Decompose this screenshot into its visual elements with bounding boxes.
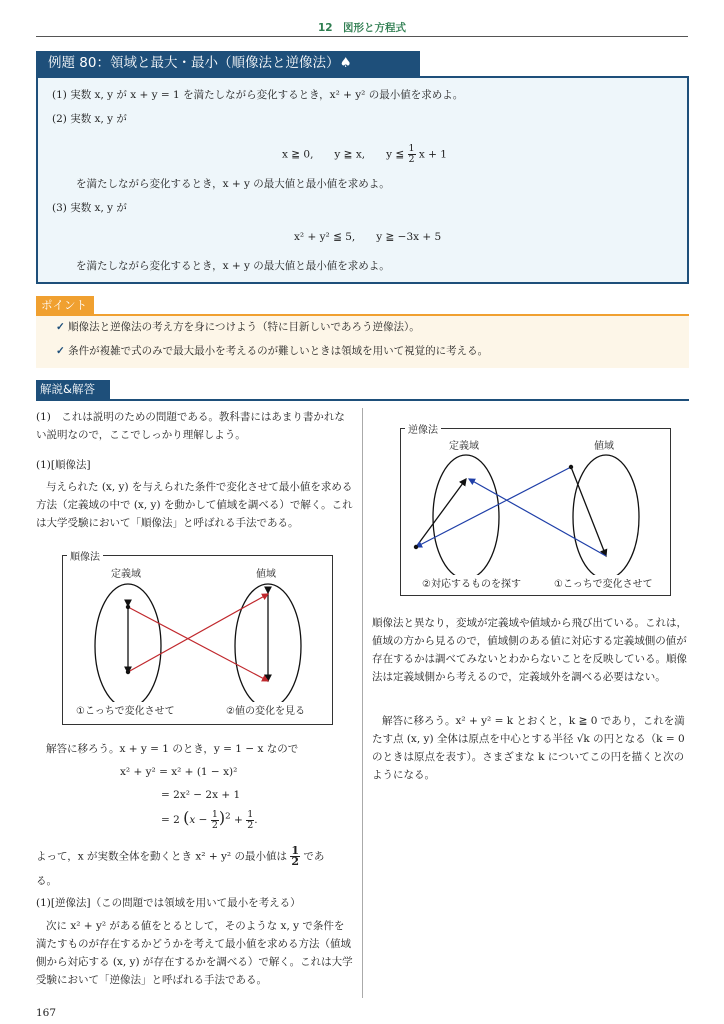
p4-text: よって，x が実数全体を動くとき x² + y² の最小値は xyxy=(36,850,287,863)
question-2-tail: を満たしながら変化するとき，x + y の最大値と最小値を求めよ。 xyxy=(76,178,390,190)
range-label: 値域 xyxy=(253,565,279,580)
question-1: (1) 実数 x, y が x + y = 1 を満たしながら変化するとき，x² + y² の最小値を求めよ。 xyxy=(52,89,464,101)
sol-right-p1: 順像法と異なり，変域が定義域や値域から飛び出ている。これは，値域の方から見るので，値域側のある値に対応する定義域側の値が存在するかは調べてみないとわからないことを反映している。順像法は定義域側から考えるので，定義域外を調べる必要はない。 xyxy=(372,617,687,683)
point-box xyxy=(36,316,689,368)
p4-text-b: であ xyxy=(303,850,325,863)
example-title: 例題 80：領域と最大・最小（順像法と逆像法）♠ xyxy=(36,51,420,76)
question-3-intro: (3) 実数 x, y が xyxy=(52,202,127,214)
frac-den: 2 xyxy=(247,819,254,831)
sol-left-p1: (1) これは説明のための問題である。教科書にはあまり書かれない説明なので，ここでしっかり理解しよう。 xyxy=(36,411,345,441)
frac-den: 2 xyxy=(211,819,218,831)
diagram-inverse xyxy=(400,425,671,596)
caption-right: ②値の変化を見る xyxy=(223,702,308,717)
fraction-half xyxy=(408,144,416,165)
sol-left-p3: 解答に移ろう。x + y = 1 のとき，y = 1 − x なので xyxy=(46,743,299,755)
solution-rule xyxy=(36,399,689,401)
inverse-arrows xyxy=(401,429,670,595)
column-divider xyxy=(362,408,363,998)
example-box xyxy=(36,76,689,284)
forward-arrows xyxy=(63,556,332,724)
sol-left-p4c: る。 xyxy=(36,875,57,887)
point-item xyxy=(56,320,420,335)
check-icon: ✓ xyxy=(56,345,65,357)
caption-left: ①こっちで変化させて xyxy=(73,702,178,717)
frac-den: 2 xyxy=(291,855,299,868)
question-3-condition: x² + y² ≦ 5, y ≧ −3x + 5 xyxy=(294,231,442,243)
point-title: ポイント xyxy=(36,296,94,314)
fraction-half xyxy=(211,810,219,831)
point-item xyxy=(56,344,488,359)
sol-left-p5: 次に x² + y² がある値をとるとして，そのような x, y で条件を満たすものが存在するかどうかを考えて最小値を求める方法（値域側から対応する (x, y) が存在するかを調べる）で解く。これは大学受験において「逆像法」と呼ばれる手法である。 xyxy=(36,920,353,986)
q2-cond-text: x ≧ 0, y ≧ x, y ≦ xyxy=(282,148,405,161)
caption-left: ②対応するものを探す xyxy=(419,575,524,590)
chapter-header: 12 図形と方程式 xyxy=(317,22,407,34)
diagram-forward-title: 順像法 xyxy=(67,548,103,563)
equation-line-1: x² + y² = x² + (1 − x)² xyxy=(120,766,238,778)
frac-num: 1 xyxy=(211,808,218,820)
page-number: 167 xyxy=(36,1007,57,1019)
equation-line-3: = 2 (x − $\frac{1}{2}$ )$^2$ + $\frac{1}{2}$ . xyxy=(161,808,258,831)
sol-left-p4 xyxy=(36,846,354,867)
check-icon: ✓ xyxy=(56,321,65,333)
eq3-a: = 2 xyxy=(161,814,180,826)
red-arrow xyxy=(128,594,268,672)
eq3-c: . xyxy=(254,814,258,826)
header-rule xyxy=(36,36,688,37)
sol-right-p2: 解答に移ろう。x² + y² = k とおくと，k ≧ 0 であり，これを満たす点 (x, y) 全体は原点を中心とする半径 √k の円となる（k = 0 のときは原点を表す）。さまざまな k についてこの円を描くと次のようになる。 xyxy=(372,715,685,781)
domain-label: 定義域 xyxy=(108,565,144,580)
range-label: 値域 xyxy=(591,437,617,452)
point-item-text: 条件が複雑で式のみで最大最小を考えるのが難しいときは領域を用いて視覚的に考える。 xyxy=(68,345,489,357)
frac-num: 1 xyxy=(291,844,299,857)
eq3-b: + xyxy=(234,814,243,826)
question-3-tail: を満たしながら変化するとき，x + y の最大値と最小値を求めよ。 xyxy=(76,260,390,272)
diagram-inverse-title: 逆像法 xyxy=(405,421,441,436)
domain-label: 定義域 xyxy=(446,437,482,452)
frac-num: 1 xyxy=(247,808,254,820)
question-2-intro: (2) 実数 x, y が xyxy=(52,113,127,125)
frac-den: 2 xyxy=(408,154,415,165)
red-arrow xyxy=(128,607,268,681)
range-ellipse xyxy=(573,455,639,579)
diagram-forward xyxy=(62,552,333,725)
sol-left-h2: (1)[逆像法]（この問題では領域を用いて最小を考える） xyxy=(36,897,301,909)
sol-left-h1: (1)[順像法] xyxy=(36,459,91,471)
solution-title: 解説&解答 xyxy=(36,380,110,399)
domain-ellipse xyxy=(433,455,499,579)
blue-arrow xyxy=(469,479,606,556)
frac-num: 1 xyxy=(408,143,415,154)
answer-fraction xyxy=(290,846,300,867)
caption-right: ①こっちで変化させて xyxy=(551,575,656,590)
q2-cond-tail: x + 1 xyxy=(418,148,447,161)
question-2-condition xyxy=(282,144,447,165)
point-item-text: 順像法と逆像法の考え方を身につけよう（特に目新しいであろう逆像法）。 xyxy=(68,321,420,333)
domain-arrow xyxy=(416,479,466,547)
equation-line-2: = 2x² − 2x + 1 xyxy=(161,789,241,801)
sol-left-p2: 与えられた (x, y) を与えられた条件で変化させて最小値を求める方法（定義域の中で (x, y) を動かして値域を調べる）で解く。これは大学受験において「順像法」と呼ばれる手法である。 xyxy=(36,481,353,529)
